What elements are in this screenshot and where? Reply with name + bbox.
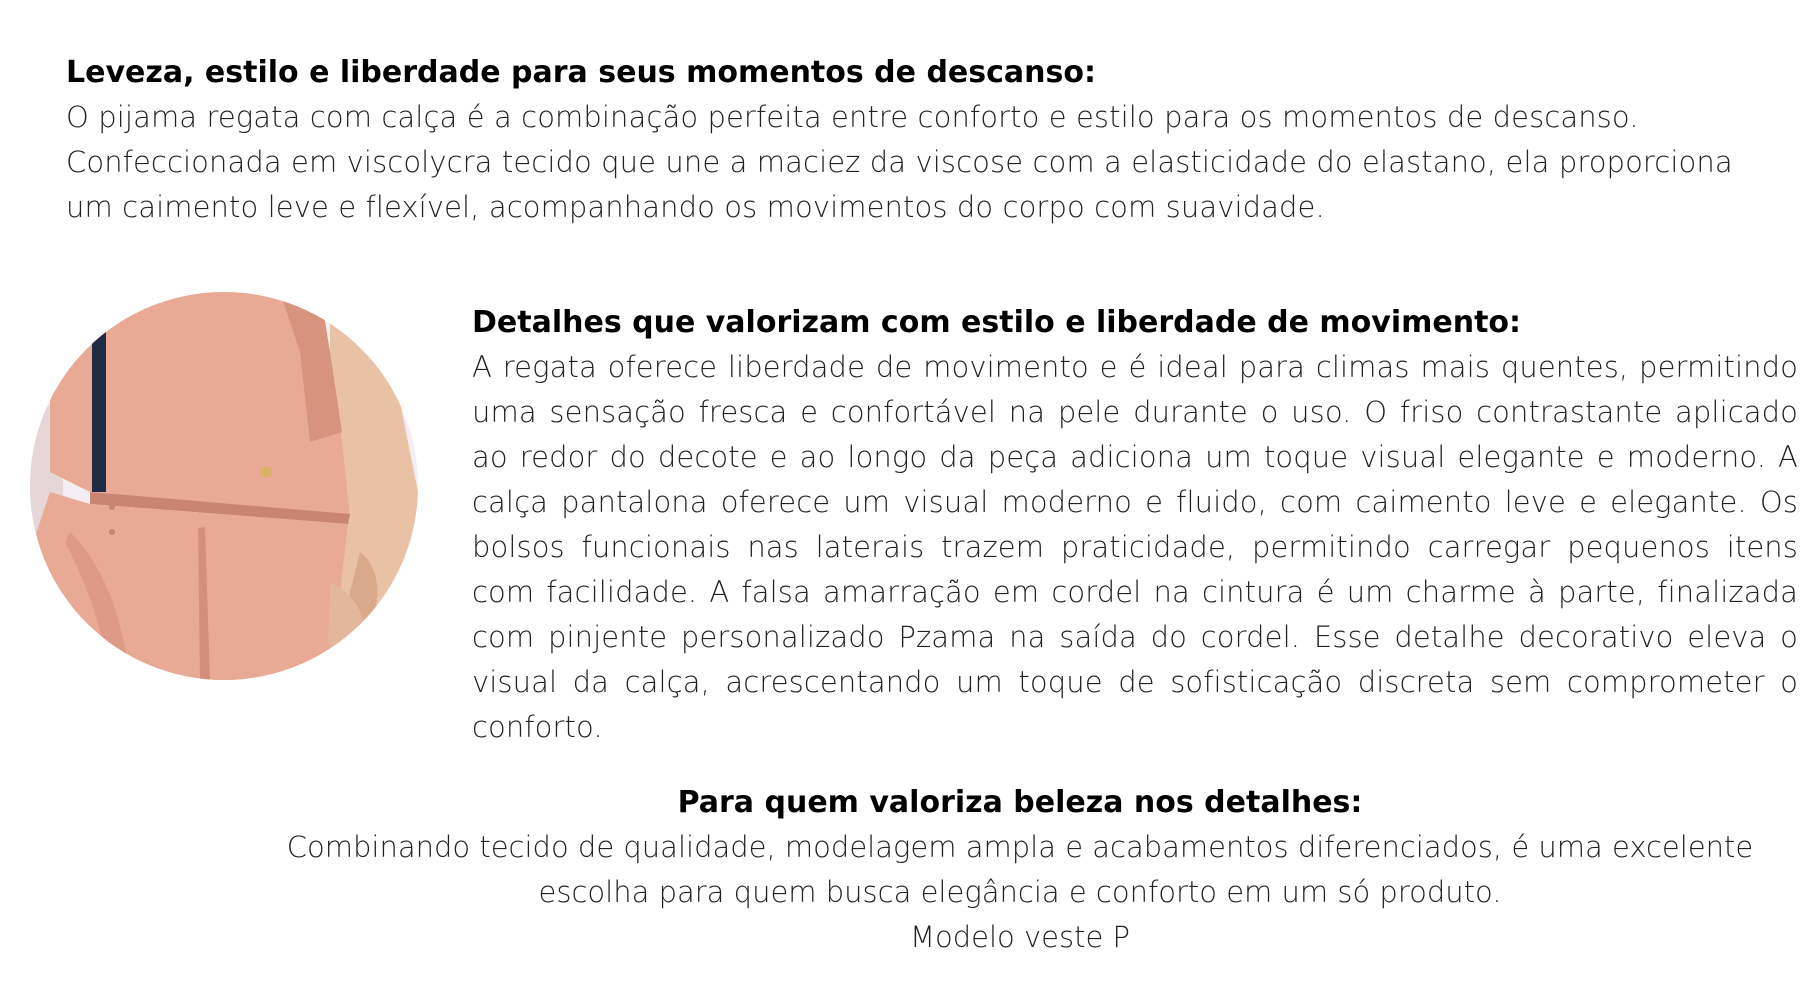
intro-text: O pijama regata com calça é a combinação perfeita entre conforto e estilo para os momentos de descanso. Confeccionada em viscolycra tecido que une a maciez da viscose com a elasticidade do elastano, ela proporciona um caimento leve e flexível, acompanhando os movimentos do corpo com suavidade.: [66, 100, 1733, 224]
closing-text: Combinando tecido de qualidade, modelagem ampla e acabamentos diferenciados, é uma excelente escolha para quem busca elegância e conforto em um só produto.: [286, 830, 1754, 909]
size-note: Modelo veste P: [909, 920, 1131, 954]
intro-title: Leveza, estilo e liberdade para seus momentos de descanso:: [66, 55, 1096, 90]
closing-title: Para quem valoriza beleza nos detalhes:: [677, 785, 1363, 820]
intro-section: [66, 50, 1786, 230]
product-photo: [30, 292, 418, 680]
details-text: A regata oferece liberdade de movimento e é ideal para climas mais quentes, permitindo uma sensação fresca e confortável na pele durante o uso. O friso contrastante aplicado ao redor do decote e ao longo da peça adiciona um toque visual elegante e moderno. A calça pantalona oferece um visual moderno e fluido, com caimento leve e elegante. Os bolsos funcionais nas laterais trazem praticidade, permitindo carregar pequenos itens com facilidade. A falsa amarração em cordel na cintura é um charme à parte, finalizada com pinjente personalizado Pzama na saída do cordel. Esse detalhe decorativo eleva o visual da calça, acrescentando um toque de sofisticação discreta sem comprometer o conforto.: [472, 350, 1798, 744]
details-title: Detalhes que valorizam com estilo e liberdade de movimento:: [472, 305, 1522, 340]
details-section: [472, 300, 1798, 750]
closing-section: [250, 780, 1790, 960]
